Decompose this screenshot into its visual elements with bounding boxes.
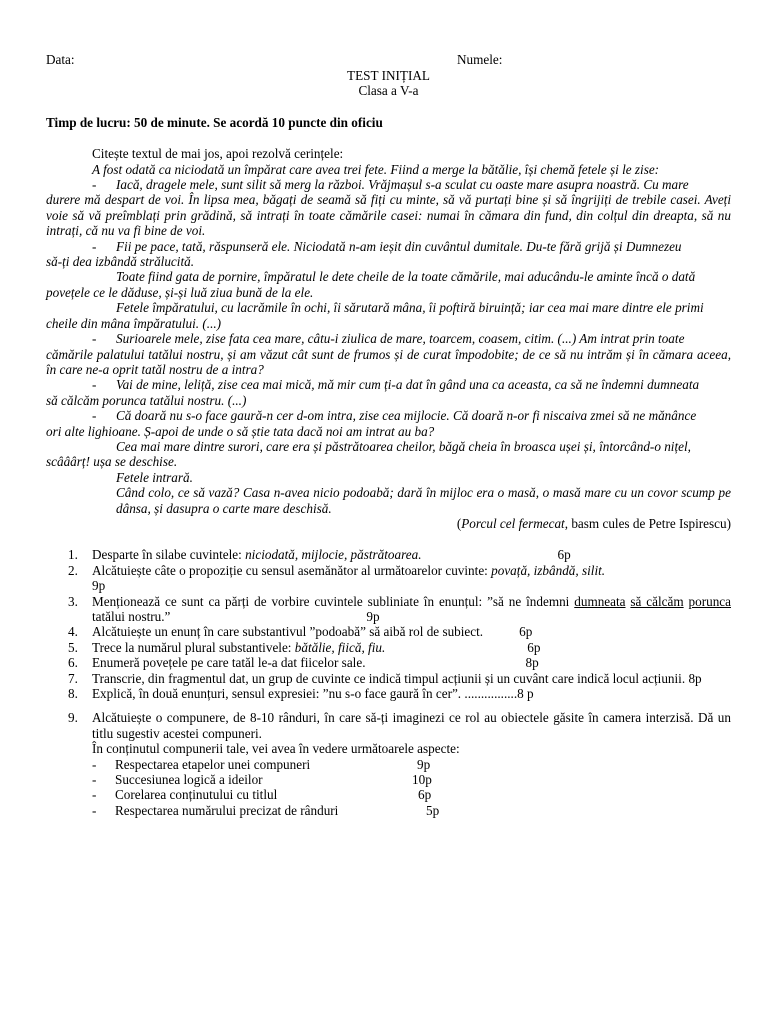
story-paragraph: Fetele intrară.	[116, 469, 193, 485]
story-paragraph: povețele ce le dăduse, și-și luă ziua bună de la ele.	[46, 284, 314, 300]
task-item: 3. Menționează ce sunt ca părți de vorbire cuvintele subliniate în enunțul: ”să ne îndemni dumneata să călcăm porunca tatălui nostru.” 9p	[68, 593, 731, 624]
dialogue-line: - Vai de mine, leliță, zise cea mai mică, mă mir cum ți-a dat în gând una ca aceasta, ca să ne îndemni dumneata	[92, 377, 700, 393]
criteria-item: - Respectarea numărului precizat de rânduri 5p	[92, 802, 440, 818]
test-page	[46, 52, 731, 818]
story-paragraph: durere mă despart de voi. În lipsa mea, băgați de seamă să fiți cu minte, să vă purtați bine și să îngrijiți de trebile casei. Aveți voie să vă preîmblați prin grădină, să intrați în toate cămările casei: numai în cămara din fund, din colțul din dreapta, să nu intrați, că nu va fi bine de voi.	[46, 192, 731, 239]
name-label: Numele:	[457, 52, 503, 67]
test-title: TEST INIȚIAL	[347, 68, 430, 83]
story-paragraph: să călcăm porunca tatălui nostru. (...)	[46, 392, 247, 408]
task-item: 8. Explică, în două enunțuri, sensul expresiei: ”nu s-o face gaură în cer”. ................8 p	[68, 686, 534, 702]
time-notice: Timp de lucru: 50 de minute. Se acordă 10 puncte din oficiu	[46, 114, 383, 130]
story-paragraph: să-ți dea izbândă strălucită.	[46, 254, 194, 270]
task-item: 7. Transcrie, din fragmentul dat, un grup de cuvinte ce indică timpul acțiunii și un cuvânt care indică locul acțiunii. 8p	[68, 670, 702, 686]
criteria-item: - Corelarea conținutului cu titlul 6p	[92, 787, 432, 803]
dialogue-line: - Fii pe pace, tată, răspunseră ele. Niciodată n-am ieșit din cuvântul dumitale. Du-te fără grijă și Dumnezeu	[92, 238, 682, 254]
story-paragraph: cheile din mâna împăratului. (...)	[46, 315, 222, 331]
date-label: Data:	[46, 52, 75, 67]
task-list	[46, 547, 731, 701]
task-item: 5. Trece la numărul plural substantivele: bătălie, fiică, fiu. 6p	[68, 639, 541, 655]
dialogue-line: - Iacă, dragele mele, sunt silit să merg la război. Vrăjmașul s-a sculat cu oaste mare asupra noastră. Cu mare	[92, 177, 689, 193]
story-paragraph: scââârț! ușa se deschise.	[46, 454, 178, 470]
story-source: (Porcul cel fermecat, basm cules de Petre Ispirescu)	[456, 515, 731, 531]
criteria-item: - Succesiunea logică a ideilor 10p	[92, 772, 432, 788]
task-item: 9. Alcătuiește o compunere, de 8-10 rânduri, în care să-ți imaginezi ce rol au obiectele găsite în camera interzisă. Dă un titlu sugestiv acestei compuneri. În conținutul compunerii tale, vei avea în vedere următoarele aspecte:	[68, 710, 731, 757]
story-paragraph: A fost odată ca niciodată un împărat care avea trei fete. Fiind a merge la bătălie, își chemă fetele și le zise:	[92, 161, 660, 177]
task-item: 4. Alcătuiește un enunț în care substantivul ”podoabă” să aibă rol de subiect. 6p	[68, 624, 533, 640]
story-paragraph: cămările palatului tatălui nostru, și am văzut cât sunt de frumos și de curat împodobite; de ce să nu intrăm și în cămara aceea, în care ne-a oprit tatăl nostru de a intra?	[46, 346, 731, 377]
story-paragraph: Fetele împăratului, cu lacrămile în ochi, îi sărutară mâna, îi poftiră biruință; iar cea mai mare dintre ele primi	[116, 300, 704, 316]
class-label: Clasa a V-a	[358, 83, 419, 99]
dialogue-line: - Că doară nu s-o face gaură-n cer d-om intra, zise cea mijlocie. Că doară n-or fi niscaiva zmei să ne mănânce	[92, 408, 697, 424]
task-list-composition	[46, 710, 731, 756]
story-paragraph: Toate fiind gata de pornire, împăratul le dete cheile de la toate cămările, mai aducându-le aminte încă o dată	[116, 269, 696, 285]
story-paragraph: ori alte lighioane. Ș-apoi de unde o să știe tata dacă noi am intrat au ba?	[46, 423, 435, 439]
story-paragraph: Când colo, ce să vază? Casa n-avea nicio podoabă; dară în mijloc era o masă, o masă mare cu un covor scump pe dânsa, și dasupra o carte mare deschisă.	[116, 485, 731, 516]
story-paragraph: Cea mai mare dintre surori, care era și păstrătoarea cheilor, băgă cheia în broasca ușei și, întorcând-o nițel,	[116, 438, 691, 454]
dialogue-line: - Surioarele mele, zise fata cea mare, câtu-i ziulica de mare, toarcem, coasem, citim. (...) Am intrat prin toate	[92, 331, 685, 347]
instructions: Citește textul de mai jos, apoi rezolvă cerințele:	[92, 146, 344, 162]
story-text	[46, 162, 731, 532]
header-row	[46, 52, 731, 68]
task-item: 1. Desparte în silabe cuvintele: niciodată, mijlocie, păstrătoarea. 6p	[68, 547, 571, 563]
task-item: 6. Enumeră povețele pe care tatăl le-a dat fiicelor sale. 8p	[68, 655, 539, 671]
criteria-list	[46, 757, 731, 819]
criteria-item: - Respectarea etapelor unei compuneri 9p	[92, 756, 431, 772]
task-item: 2. Alcătuiește câte o propoziție cu sensul asemănător al următoarelor cuvinte: povață, izbândă, silit. 9p	[68, 562, 606, 594]
